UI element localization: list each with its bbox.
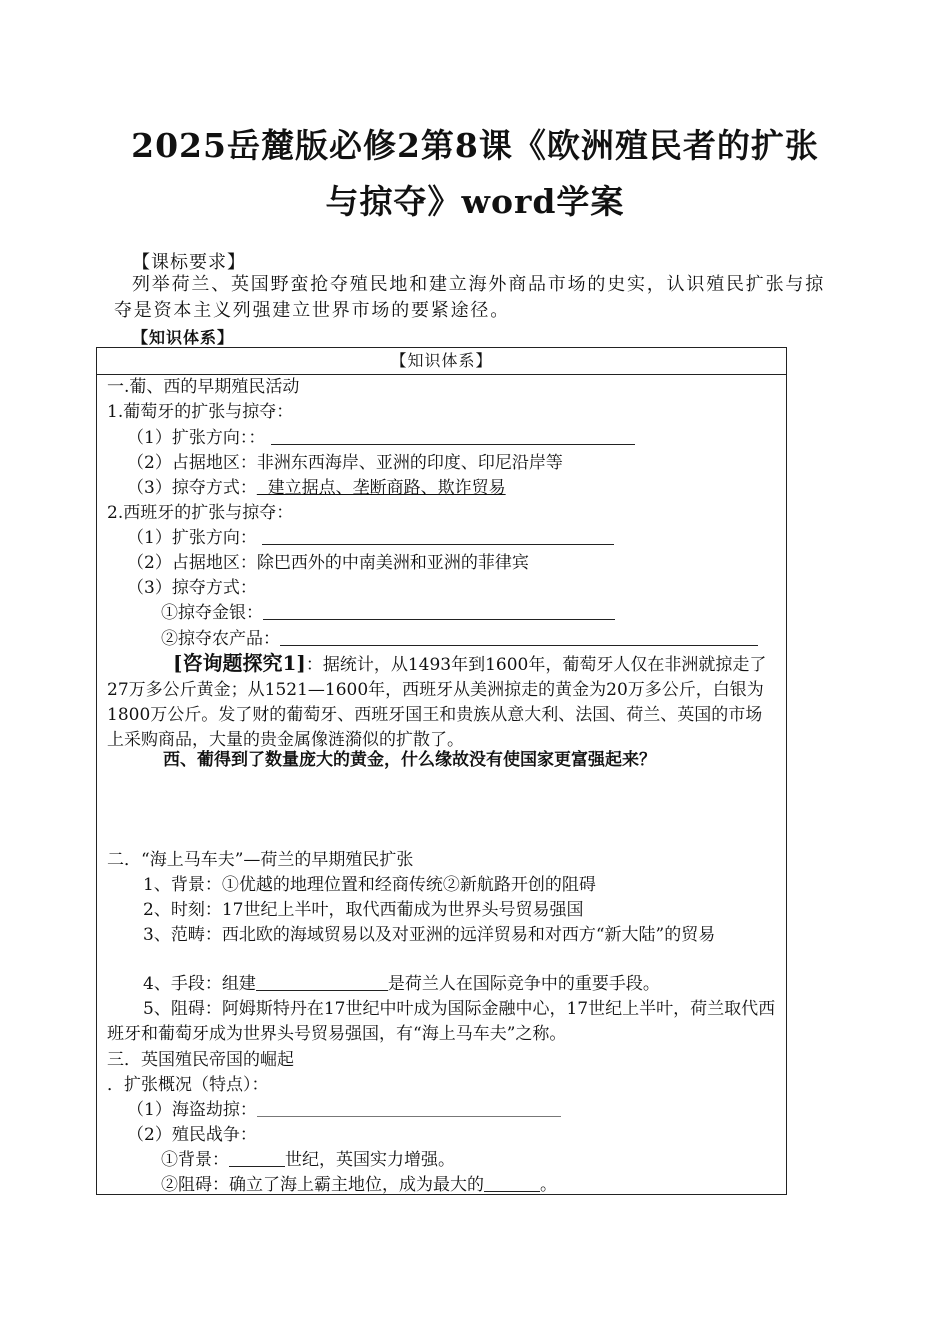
section-3-title: 三．英国殖民帝国的崛起 <box>107 1050 294 1070</box>
spain-crop-label: ②掠夺农产品： <box>161 629 280 649</box>
portugal-direction <box>127 426 635 450</box>
holland-means-label: 4、手段：组建 <box>143 974 256 994</box>
britain-piracy-label: （1）海盗劫掠： <box>127 1100 257 1120</box>
britain-bg-blank[interactable] <box>229 1148 285 1167</box>
inquiry-text: ：据统计，从1493年到1600年，葡萄牙人仅在非洲就掠走了27万多公斤黄金；从1521—1600年，西班牙从美洲掠走的黄金为20万多公斤，白银为1800万公斤。发了财的葡萄牙、西班牙国王和贵族从意大利、法国、荷兰、英国的市场上采购商品，大量的贵金属像涟漪似的扩散了。 <box>107 655 767 750</box>
knowledge-table <box>96 347 787 1195</box>
holland-means-tail: 是荷兰人在国际竞争中的重要手段。 <box>387 974 660 994</box>
portugal-area: （2）占据地区：非洲东西海岸、亚洲的印度、印尼沿岸等 <box>127 453 563 473</box>
spain-direction-blank[interactable] <box>262 526 614 545</box>
holland-scope: 3、范畴：西北欧的海域贸易以及对亚洲的远洋贸易和对西方“新大陆”的贸易 <box>143 925 716 945</box>
britain-effect-blank[interactable] <box>484 1173 540 1192</box>
holland-means-blank[interactable] <box>256 972 388 991</box>
table-heading: 【知识体系】 <box>97 348 786 375</box>
inquiry-question: 西、葡得到了数量庞大的黄金，什么缘故没有使国家更富强起来？ <box>163 750 656 770</box>
document-title <box>100 118 850 230</box>
britain-war-background <box>161 1148 455 1172</box>
title-line-2: 与掠夺》word学案 <box>325 182 625 221</box>
britain-war-effect <box>161 1173 557 1197</box>
inquiry-paragraph <box>107 651 779 753</box>
spain-heading: 2.西班牙的扩张与掠夺： <box>107 503 294 523</box>
britain-overview: ．扩张概况（特点）： <box>107 1075 269 1095</box>
portugal-direction-blank[interactable] <box>271 426 635 445</box>
spain-area: （2）占据地区：除巴西外的中南美洲和亚洲的菲律宾 <box>127 553 529 573</box>
spain-gold-label: ①掠夺金银： <box>161 603 263 623</box>
requirement-text: 列举荷兰、英国野蛮抢夺殖民地和建立海外商品市场的史实，认识殖民扩张与掠夺是资本主义列强建立世界市场的要紧途径。 <box>114 274 825 321</box>
portugal-direction-label: （1）扩张方向：： <box>127 428 266 448</box>
knowledge-heading: 【知识体系】 <box>132 328 235 347</box>
portugal-way-value: 建立据点、垄断商路、欺诈贸易 <box>256 478 506 498</box>
spain-direction <box>127 526 614 550</box>
spain-direction-label: （1）扩张方向： <box>127 528 257 548</box>
spain-crop <box>161 627 758 651</box>
holland-means <box>143 972 660 996</box>
portugal-heading: 1.葡萄牙的扩张与掠夺： <box>107 402 294 422</box>
holland-time: 2、时刻：17世纪上半叶，取代西葡成为世界头号贸易强国 <box>143 900 584 920</box>
spain-crop-blank[interactable] <box>280 627 758 646</box>
spain-way: （3）掠夺方式： <box>127 578 257 598</box>
spain-gold-blank[interactable] <box>263 601 615 620</box>
section-1-title: 一.葡、西的早期殖民活动 <box>107 377 300 397</box>
britain-piracy-blank[interactable] <box>257 1098 561 1117</box>
britain-effect-label: ②阻碍：确立了海上霸主地位，成为最大的 <box>161 1175 484 1195</box>
britain-war: （2）殖民战争： <box>127 1125 257 1145</box>
inquiry-label: [咨询题探究1] <box>173 651 306 675</box>
requirement-heading: 【课标要求】 <box>132 252 246 273</box>
britain-piracy <box>127 1098 561 1122</box>
portugal-way <box>127 476 506 500</box>
holland-background: 1、背景：①优越的地理位置和经商传统②新航路开创的阻碍 <box>143 875 596 895</box>
section-2-title: 二．“海上马车夫”—荷兰的早期殖民扩张 <box>107 850 414 870</box>
britain-bg-label: ①背景： <box>161 1150 229 1170</box>
britain-effect-tail: 。 <box>540 1175 557 1195</box>
title-line-1: 2025岳麓版必修2第8课《欧洲殖民者的扩张 <box>131 126 819 165</box>
portugal-way-label: （3）掠夺方式： <box>127 478 257 498</box>
holland-effect: 5、阻碍：阿姆斯特丹在17世纪中叶成为国际金融中心，17世纪上半叶，荷兰取代西班牙和葡萄牙成为世界头号贸易强国，有“海上马车夫”之称。 <box>107 999 776 1044</box>
britain-bg-tail: 世纪，英国实力增强。 <box>285 1150 455 1170</box>
spain-gold <box>161 601 615 625</box>
